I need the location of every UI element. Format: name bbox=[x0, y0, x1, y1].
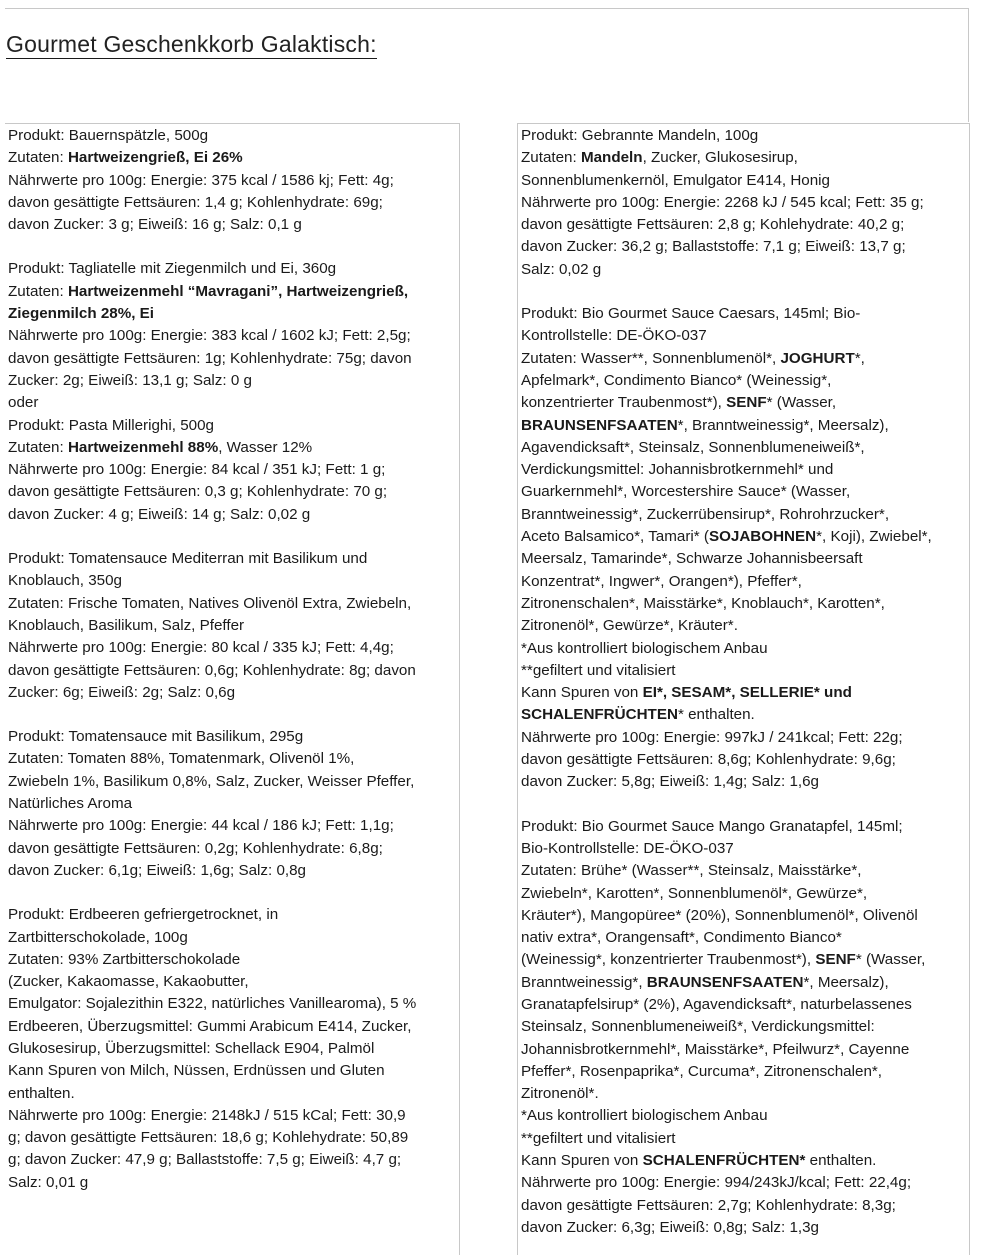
text-line bbox=[8, 993, 459, 1015]
text-line bbox=[8, 682, 459, 704]
text-segment: davon gesättigte Fettsäuren: 8,6g; Kohlenhydrate: 9,6g; bbox=[521, 751, 896, 769]
text-segment: Bio-Kontrollstelle: DE-ÖKO-037 bbox=[521, 839, 734, 857]
bold-text: EI*, SESAM*, SELLERIE* und bbox=[642, 684, 852, 702]
text-line bbox=[521, 548, 969, 570]
text-line bbox=[521, 236, 969, 258]
product-block bbox=[521, 125, 969, 281]
text-line bbox=[8, 415, 459, 437]
text-line bbox=[8, 125, 459, 147]
text-line bbox=[8, 660, 459, 682]
text-segment: Pfeffer*, Rosenpaprika*, Curcuma*, Zitronenschalen*, bbox=[521, 1062, 883, 1080]
text-segment: Johannisbrotkernmehl*, Maisstärke*, Pfeilwurz*, Cayenne bbox=[521, 1040, 910, 1058]
text-line bbox=[521, 1083, 969, 1105]
text-segment: Zutaten: 93% Zartbitterschokolade bbox=[8, 950, 241, 968]
text-line bbox=[521, 1039, 969, 1061]
text-segment: Produkt: Bio Gourmet Sauce Caesars, 145ml; Bio- bbox=[521, 305, 861, 323]
text-segment: Nährwerte pro 100g: Energie: 80 kcal / 335 kJ; Fett: 4,4g; bbox=[8, 639, 394, 657]
text-line bbox=[521, 816, 969, 838]
text-line bbox=[521, 437, 969, 459]
text-segment: (Weinessig*, konzentrierter Traubenmost*), bbox=[521, 951, 816, 969]
text-segment: davon Zucker: 6,3g; Eiweiß: 0,8g; Salz: 1,3g bbox=[521, 1218, 820, 1236]
text-segment: enthalten. bbox=[805, 1152, 877, 1170]
text-line bbox=[8, 147, 459, 169]
text-segment: nativ extra*, Orangensaft*, Condimento Bianco* bbox=[521, 929, 842, 947]
text-segment: *, bbox=[854, 349, 865, 367]
bold-text: Hartweizengrieß, Ei 26% bbox=[67, 149, 243, 167]
text-segment: * enthalten. bbox=[677, 706, 755, 724]
text-segment: Nährwerte pro 100g: Energie: 44 kcal / 186 kJ; Fett: 1,1g; bbox=[8, 817, 394, 835]
text-segment: Produkt: Gebrannte Mandeln, 100g bbox=[521, 127, 759, 144]
text-segment: davon Zucker: 36,2 g; Ballaststoffe: 7,1 g; Eiweiß: 13,7 g; bbox=[521, 238, 906, 256]
text-segment: Zwiebeln*, Karotten*, Sonnenblumenöl*, Gewürze*, bbox=[521, 884, 868, 902]
text-segment: konzentrierter Traubenmost*), bbox=[521, 394, 727, 412]
text-line bbox=[521, 370, 969, 392]
text-line bbox=[8, 949, 459, 971]
text-line bbox=[521, 1061, 969, 1083]
text-segment: Produkt: Erdbeeren gefriergetrocknet, in bbox=[8, 906, 279, 924]
text-segment: Zutaten: bbox=[8, 282, 68, 300]
text-segment: Apfelmark*, Condimento Bianco* (Weinessig*, bbox=[521, 371, 832, 389]
text-line bbox=[521, 1105, 969, 1127]
text-line bbox=[521, 526, 969, 548]
text-segment: Kontrollstelle: DE-ÖKO-037 bbox=[521, 327, 707, 345]
text-line bbox=[521, 927, 969, 949]
text-line bbox=[521, 1016, 969, 1038]
text-segment: g; davon Zucker: 47,9 g; Ballaststoffe: 7,5 g; Eiweiß: 4,7 g; bbox=[8, 1151, 402, 1169]
text-line bbox=[8, 392, 459, 414]
text-segment: Kann Spuren von bbox=[521, 684, 643, 702]
text-segment: Knoblauch, 350g bbox=[8, 572, 123, 590]
text-segment: Produkt: Tomatensauce mit Basilikum, 295g bbox=[8, 728, 304, 746]
text-segment: davon gesättigte Fettsäuren: 2,7g; Kohlenhydrate: 8,3g; bbox=[521, 1196, 896, 1214]
text-segment: Branntweinessig*, Zuckerrübensirup*, Rohrohrzucker*, bbox=[521, 505, 890, 523]
text-line bbox=[521, 303, 969, 325]
text-line bbox=[8, 504, 459, 526]
bold-text: BRAUNSENFSAATEN bbox=[646, 973, 804, 991]
text-segment: Nährwerte pro 100g: Energie: 2268 kJ / 545 kcal; Fett: 35 g; bbox=[521, 193, 924, 211]
text-segment: Agavendicksaft*, Steinsalz, Sonnenblumeneiweiß*, bbox=[521, 438, 865, 456]
text-line bbox=[8, 771, 459, 793]
text-line bbox=[521, 1128, 969, 1150]
text-segment: g; davon gesättigte Fettsäuren: 18,6 g; Kohlehydrate: 50,89 bbox=[8, 1129, 409, 1147]
text-line bbox=[8, 214, 459, 236]
text-line bbox=[8, 860, 459, 882]
text-line bbox=[521, 214, 969, 236]
bold-text: Mandeln bbox=[580, 149, 643, 167]
text-segment: Salz: 0,01 g bbox=[8, 1173, 89, 1191]
text-line bbox=[521, 727, 969, 749]
text-line bbox=[521, 994, 969, 1016]
text-line bbox=[8, 748, 459, 770]
text-segment: Produkt: Tagliatelle mit Ziegenmilch und Ei, 360g bbox=[8, 260, 337, 278]
text-line bbox=[8, 815, 459, 837]
title-box bbox=[5, 8, 969, 122]
text-line bbox=[8, 904, 459, 926]
text-segment: **gefiltert und vitalisiert bbox=[521, 1129, 676, 1147]
text-segment: *, Branntweinessig*, Meersalz), bbox=[677, 416, 889, 434]
text-line bbox=[521, 1217, 969, 1239]
bold-text: Hartweizenmehl 88% bbox=[67, 438, 219, 456]
bold-text: SCHALENFRÜCHTEN* bbox=[642, 1152, 806, 1170]
text-segment: davon Zucker: 4 g; Eiweiß: 14 g; Salz: 0,02 g bbox=[8, 505, 311, 523]
product-block bbox=[8, 125, 459, 236]
text-line bbox=[521, 392, 969, 414]
text-segment: Verdickungsmittel: Johannisbrotkernmehl* und bbox=[521, 461, 834, 479]
text-line bbox=[8, 1038, 459, 1060]
text-line bbox=[8, 192, 459, 214]
text-line bbox=[8, 838, 459, 860]
text-segment: Kräuter*), Mangopüree* (20%), Sonnenblumenöl*, Olivenöl bbox=[521, 906, 918, 924]
text-line bbox=[8, 615, 459, 637]
text-line bbox=[521, 1150, 969, 1172]
text-line bbox=[8, 481, 459, 503]
product-block bbox=[8, 548, 459, 704]
bold-text: SCHALENFRÜCHTEN bbox=[521, 706, 678, 724]
bold-text: SOJABOHNEN bbox=[708, 528, 817, 546]
text-segment: Zutaten: Tomaten 88%, Tomatenmark, Olivenöl 1%, bbox=[8, 750, 355, 768]
text-segment: Zartbitterschokolade, 100g bbox=[8, 928, 188, 946]
text-segment: *, Koji), Zwiebel*, bbox=[816, 528, 932, 546]
text-line bbox=[8, 281, 459, 303]
text-segment: * (Wasser, bbox=[766, 394, 837, 412]
text-segment: , Wasser 12% bbox=[218, 438, 313, 456]
text-line bbox=[521, 972, 969, 994]
text-segment: Zucker: 2g; Eiweiß: 13,1 g; Salz: 0 g bbox=[8, 371, 252, 389]
text-line bbox=[521, 147, 969, 169]
text-line bbox=[8, 459, 459, 481]
text-line bbox=[521, 615, 969, 637]
text-segment: Zitronenöl*, Gewürze*, Kräuter*. bbox=[521, 617, 738, 635]
right-column bbox=[517, 123, 970, 1255]
text-segment: Sonnenblumenkernöl, Emulgator E414, Honig bbox=[521, 171, 831, 189]
text-line bbox=[8, 258, 459, 280]
text-line bbox=[8, 1016, 459, 1038]
bold-text: SENF bbox=[726, 394, 767, 412]
text-segment: Kann Spuren von bbox=[521, 1152, 643, 1170]
text-segment: Emulgator: Sojalezithin E322, natürliches Vanillearoma), 5 % bbox=[8, 995, 417, 1013]
text-line bbox=[8, 370, 459, 392]
text-segment: Zutaten: Wasser**, Sonnenblumenöl*, bbox=[521, 349, 781, 367]
text-segment: davon gesättigte Fettsäuren: 0,3 g; Kohlenhydrate: 70 g; bbox=[8, 483, 388, 501]
text-line bbox=[8, 170, 459, 192]
product-block bbox=[521, 303, 969, 794]
text-line bbox=[521, 638, 969, 660]
text-segment: Zutaten: bbox=[8, 149, 68, 167]
text-line bbox=[521, 704, 969, 726]
text-segment: Zutaten: bbox=[8, 438, 68, 456]
text-line bbox=[521, 883, 969, 905]
text-segment: Zwiebeln 1%, Basilikum 0,8%, Salz, Zucker, Weisser Pfeffer, bbox=[8, 772, 415, 790]
text-segment: Natürliches Aroma bbox=[8, 795, 133, 813]
text-line bbox=[8, 570, 459, 592]
text-segment: Granatapfelsirup* (2%), Agavendicksaft*, naturbelassenes bbox=[521, 995, 912, 1013]
text-segment: Kann Spuren von Milch, Nüssen, Erdnüssen und Gluten bbox=[8, 1062, 385, 1080]
text-segment: *, Meersalz), bbox=[803, 973, 889, 991]
bold-text: JOGHURT bbox=[780, 349, 855, 367]
text-line bbox=[521, 415, 969, 437]
text-line bbox=[521, 459, 969, 481]
page-title: Gourmet Geschenkkorb Galaktisch: bbox=[6, 31, 377, 57]
text-line bbox=[521, 949, 969, 971]
text-segment: * (Wasser, bbox=[855, 951, 926, 969]
text-segment: Nährwerte pro 100g: Energie: 383 kcal / 1602 kJ; Fett: 2,5g; bbox=[8, 327, 411, 345]
text-line bbox=[8, 593, 459, 615]
text-segment: Produkt: Tomatensauce Mediterran mit Basilikum und bbox=[8, 550, 368, 568]
text-line bbox=[521, 1172, 969, 1194]
text-line bbox=[8, 437, 459, 459]
text-segment: , Zucker, Glukosesirup, bbox=[642, 149, 798, 167]
text-segment: Erdbeeren, Überzugsmittel: Gummi Arabicum E414, Zucker, bbox=[8, 1017, 412, 1035]
text-segment: *Aus kontrolliert biologischem Anbau bbox=[521, 1107, 768, 1125]
text-segment: enthalten. bbox=[8, 1084, 75, 1102]
text-line bbox=[521, 481, 969, 503]
text-line bbox=[8, 303, 459, 325]
product-block bbox=[521, 816, 969, 1240]
text-line bbox=[8, 726, 459, 748]
bold-text: Hartweizenmehl “Mavragani”, Hartweizengrieß, bbox=[67, 282, 409, 300]
text-segment: davon Zucker: 5,8g; Eiweiß: 1,4g; Salz: 1,6g bbox=[521, 773, 820, 791]
text-line bbox=[521, 593, 969, 615]
text-segment: davon gesättigte Fettsäuren: 2,8 g; Kohlehydrate: 40,2 g; bbox=[521, 216, 905, 234]
text-segment: Zucker: 6g; Eiweiß: 2g; Salz: 0,6g bbox=[8, 683, 236, 701]
text-segment: davon gesättigte Fettsäuren: 0,6g; Kohlenhydrate: 8g; davon bbox=[8, 661, 416, 679]
text-segment: Nährwerte pro 100g: Energie: 375 kcal / 1586 kj; Fett: 4g; bbox=[8, 171, 394, 189]
bold-text: Ziegenmilch 28%, Ei bbox=[8, 305, 155, 323]
text-segment: davon Zucker: 6,1g; Eiweiß: 1,6g; Salz: 0,8g bbox=[8, 861, 307, 879]
text-line bbox=[521, 660, 969, 682]
text-segment: Aceto Balsamico*, Tamari* ( bbox=[521, 528, 709, 546]
text-line bbox=[8, 927, 459, 949]
text-segment: Zitronenöl*. bbox=[521, 1085, 599, 1103]
text-segment: Nährwerte pro 100g: Energie: 994/243kJ/kcal; Fett: 22,4g; bbox=[521, 1174, 912, 1192]
left-column-content bbox=[5, 124, 459, 1194]
text-segment: (Zucker, Kakaomasse, Kakaobutter, bbox=[8, 973, 249, 991]
text-line bbox=[8, 971, 459, 993]
text-line bbox=[521, 325, 969, 347]
text-line bbox=[521, 192, 969, 214]
text-line bbox=[8, 1172, 459, 1194]
text-segment: Produkt: Bauernspätzle, 500g bbox=[8, 127, 209, 144]
text-segment: Guarkernmehl*, Worcestershire Sauce* (Wasser, bbox=[521, 483, 851, 501]
bold-text: BRAUNSENFSAATEN bbox=[521, 416, 678, 434]
text-line bbox=[8, 548, 459, 570]
text-line bbox=[521, 571, 969, 593]
text-line bbox=[521, 125, 969, 147]
bold-text: SENF bbox=[815, 951, 856, 969]
text-line bbox=[8, 1083, 459, 1105]
text-line bbox=[521, 771, 969, 793]
text-segment: Nährwerte pro 100g: Energie: 84 kcal / 351 kJ; Fett: 1 g; bbox=[8, 461, 386, 479]
text-segment: davon gesättigte Fettsäuren: 1,4 g; Kohlenhydrate: 69g; bbox=[8, 193, 383, 211]
text-segment: Nährwerte pro 100g: Energie: 997kJ / 241kcal; Fett: 22g; bbox=[521, 728, 903, 746]
product-block bbox=[8, 904, 459, 1194]
left-column bbox=[5, 123, 460, 1255]
product-block bbox=[8, 258, 459, 526]
text-segment: Knoblauch, Basilikum, Salz, Pfeffer bbox=[8, 616, 245, 634]
text-line bbox=[8, 1060, 459, 1082]
text-segment: Meersalz, Tamarinde*, Schwarze Johannisbeersaft bbox=[521, 550, 863, 568]
text-line bbox=[521, 749, 969, 771]
text-line bbox=[521, 838, 969, 860]
right-column-content bbox=[518, 124, 969, 1239]
text-line bbox=[8, 637, 459, 659]
text-segment: oder bbox=[8, 394, 39, 412]
text-segment: Glukosesirup, Überzugsmittel: Schellack E904, Palmöl bbox=[8, 1039, 375, 1057]
text-line bbox=[8, 348, 459, 370]
text-line bbox=[521, 1195, 969, 1217]
text-line bbox=[521, 860, 969, 882]
text-segment: davon gesättigte Fettsäuren: 0,2g; Kohlenhydrate: 6,8g; bbox=[8, 839, 383, 857]
text-segment: Zutaten: bbox=[521, 149, 581, 167]
text-line bbox=[8, 325, 459, 347]
text-segment: Produkt: Bio Gourmet Sauce Mango Granatapfel, 145ml; bbox=[521, 817, 903, 835]
text-segment: davon gesättigte Fettsäuren: 1g; Kohlenhydrate: 75g; davon bbox=[8, 349, 412, 367]
text-segment: Konzentrat*, Ingwer*, Orangen*), Pfeffer*, bbox=[521, 572, 802, 590]
text-line bbox=[521, 170, 969, 192]
text-segment: Steinsalz, Sonnenblumeneiweiß*, Verdickungsmittel: bbox=[521, 1018, 875, 1036]
text-segment: Produkt: Pasta Millerighi, 500g bbox=[8, 416, 214, 434]
text-segment: Nährwerte pro 100g: Energie: 2148kJ / 515 kCal; Fett: 30,9 bbox=[8, 1106, 406, 1124]
text-line bbox=[521, 504, 969, 526]
text-line bbox=[521, 682, 969, 704]
text-segment: Zutaten: Frische Tomaten, Natives Olivenöl Extra, Zwiebeln, bbox=[8, 594, 412, 612]
text-line bbox=[8, 793, 459, 815]
text-line bbox=[521, 348, 969, 370]
text-line bbox=[521, 259, 969, 281]
text-segment: **gefiltert und vitalisiert bbox=[521, 661, 676, 679]
text-segment: *Aus kontrolliert biologischem Anbau bbox=[521, 639, 768, 657]
text-segment: Salz: 0,02 g bbox=[521, 260, 602, 278]
text-line bbox=[8, 1149, 459, 1171]
text-segment: Zitronenschalen*, Maisstärke*, Knoblauch*, Karotten*, bbox=[521, 594, 885, 612]
text-segment: davon Zucker: 3 g; Eiweiß: 16 g; Salz: 0,1 g bbox=[8, 216, 302, 234]
text-line bbox=[521, 905, 969, 927]
text-segment: Branntweinessig*, bbox=[521, 973, 647, 991]
product-block bbox=[8, 726, 459, 882]
text-line bbox=[8, 1105, 459, 1127]
text-segment: Zutaten: Brühe* (Wasser**, Steinsalz, Maisstärke*, bbox=[521, 862, 862, 880]
text-line bbox=[8, 1127, 459, 1149]
